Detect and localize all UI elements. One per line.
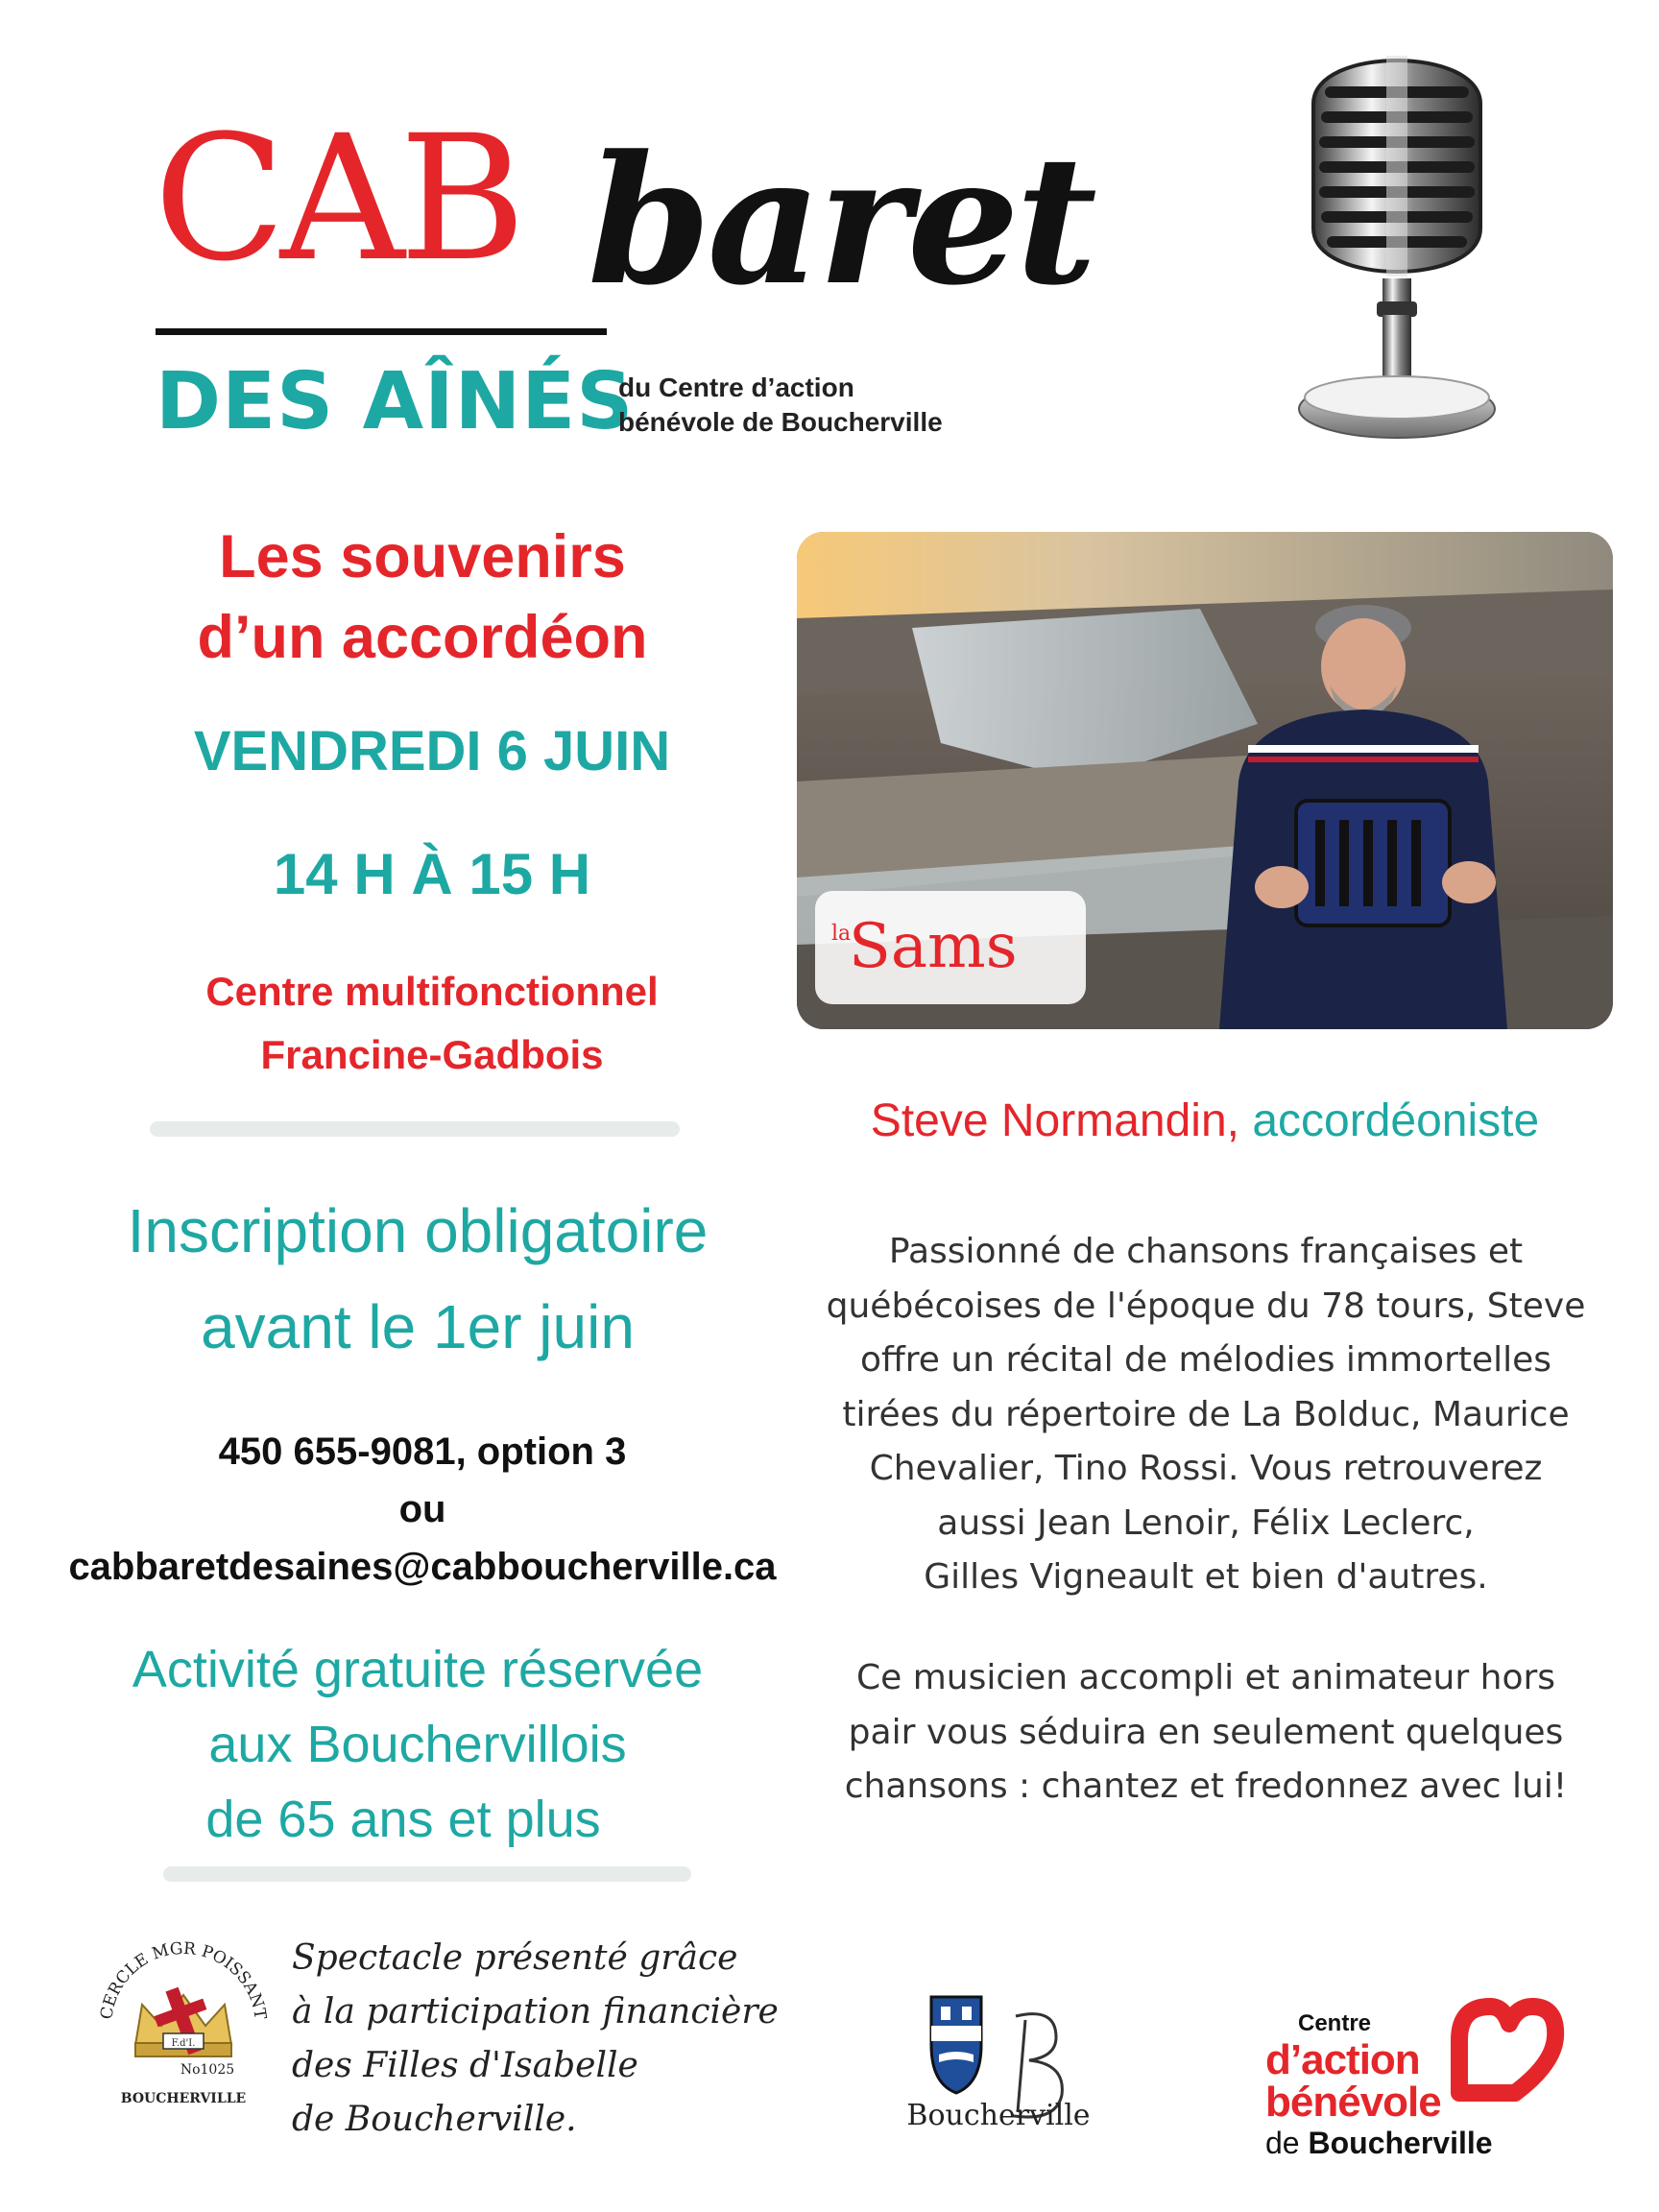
logo-subtitle-line1: du Centre d’action — [618, 373, 854, 402]
registration-or: ou — [398, 1488, 446, 1530]
logo-subtitle — [618, 371, 943, 440]
bio-line: Chevalier, Tino Rossi. Vous retrouverez — [869, 1449, 1543, 1488]
artist-line — [797, 1093, 1613, 1150]
logo-subtitle-line2: bénévole de Boucherville — [618, 407, 943, 437]
sams-badge-prefix: la — [831, 922, 852, 946]
crest-icon — [931, 1997, 981, 2093]
event-venue-line2: Francine-Gadbois — [260, 1032, 604, 1077]
cercle-inner-text: F.d'I. — [171, 2038, 196, 2049]
sponsor-text — [292, 1932, 830, 2147]
event-time: 14 H À 15 H — [273, 842, 591, 906]
microphone-icon — [1286, 27, 1507, 449]
event-title-line2: d’un accordéon — [197, 604, 648, 671]
bio-line: pair vous séduira en seulement quelques — [848, 1712, 1564, 1752]
registration-title-line2: avant le 1er juin — [201, 1292, 635, 1361]
sponsor-line: à la participation financière — [292, 1992, 779, 2032]
event-date: VENDREDI 6 JUIN — [193, 720, 671, 782]
eligibility-line1: Activité gratuite réservée — [132, 1641, 704, 1698]
bio-paragraph-2 — [812, 1651, 1599, 1815]
cab-logo-boucherville: Boucherville — [1308, 2126, 1493, 2160]
bio-line: Passionné de chansons françaises et — [888, 1232, 1524, 1271]
bio-line: Ce musicien accompli et animateur hors — [855, 1658, 1556, 1697]
logo-underline — [156, 328, 607, 335]
eligibility-text — [58, 1632, 778, 1857]
bio-line: Gilles Vigneault et bien d'autres. — [924, 1557, 1488, 1597]
registration-email[interactable]: cabbaretdesaines@cabboucherville.ca — [68, 1546, 777, 1588]
sponsor-line: des Filles d'Isabelle — [292, 2046, 638, 2085]
boucherville-label: Boucherville — [906, 2099, 1091, 2132]
logo-cab: CAB — [154, 99, 520, 300]
divider-bottom — [163, 1866, 691, 1882]
cab-logo-benevole: bénévole — [1265, 2079, 1441, 2126]
logo-baret: baret — [588, 117, 1094, 325]
bio-line: offre un récital de mélodies immortelles — [859, 1340, 1552, 1380]
cercle-bottom-text: BOUCHERVILLE — [120, 2091, 247, 2106]
event-title-line1: Les souvenirs — [219, 523, 626, 590]
bio-line: chansons : chantez et fredonnez avec lui! — [844, 1767, 1568, 1806]
cercle-top-text: CERCLE MGR POISSANT — [97, 1938, 270, 2021]
bio-line: aussi Jean Lenoir, Félix Leclerc, — [937, 1503, 1475, 1543]
cercle-mgr-poissant-logo — [92, 1930, 275, 2112]
artist-name: Steve Normandin, — [870, 1095, 1239, 1146]
registration-phone: 450 655-9081, option 3 — [218, 1431, 627, 1473]
cab-logo-centre: Centre — [1298, 2010, 1372, 2036]
event-title — [144, 517, 701, 678]
divider-top — [150, 1121, 680, 1137]
artist-role: accordéoniste — [1252, 1095, 1540, 1146]
cab-logo-action: d’action — [1265, 2036, 1420, 2083]
cab-logo-de-word: de — [1265, 2126, 1300, 2160]
registration-title — [58, 1183, 778, 1375]
event-venue — [115, 960, 749, 1087]
cercle-number: No1025 — [180, 2062, 235, 2078]
logo-aines: DES AÎNÉS — [156, 356, 635, 447]
heart-icon — [1440, 1987, 1565, 2131]
sponsor-line: Spectacle présenté grâce — [292, 1938, 738, 1978]
bio-paragraph-1 — [812, 1225, 1599, 1605]
registration-title-line1: Inscription obligatoire — [127, 1196, 709, 1265]
eligibility-line2: aux Bouchervillois — [208, 1716, 627, 1773]
sponsor-line: de Boucherville. — [292, 2100, 577, 2139]
bio-line: tirées du répertoire de La Bolduc, Maurice — [842, 1394, 1570, 1434]
event-venue-line1: Centre multifonctionnel — [205, 969, 659, 1014]
eligibility-line3: de 65 ans et plus — [205, 1791, 601, 1848]
bio-line: québécoises de l'époque du 78 tours, Steve — [826, 1286, 1586, 1326]
sams-badge-name: Sams — [849, 911, 1018, 982]
